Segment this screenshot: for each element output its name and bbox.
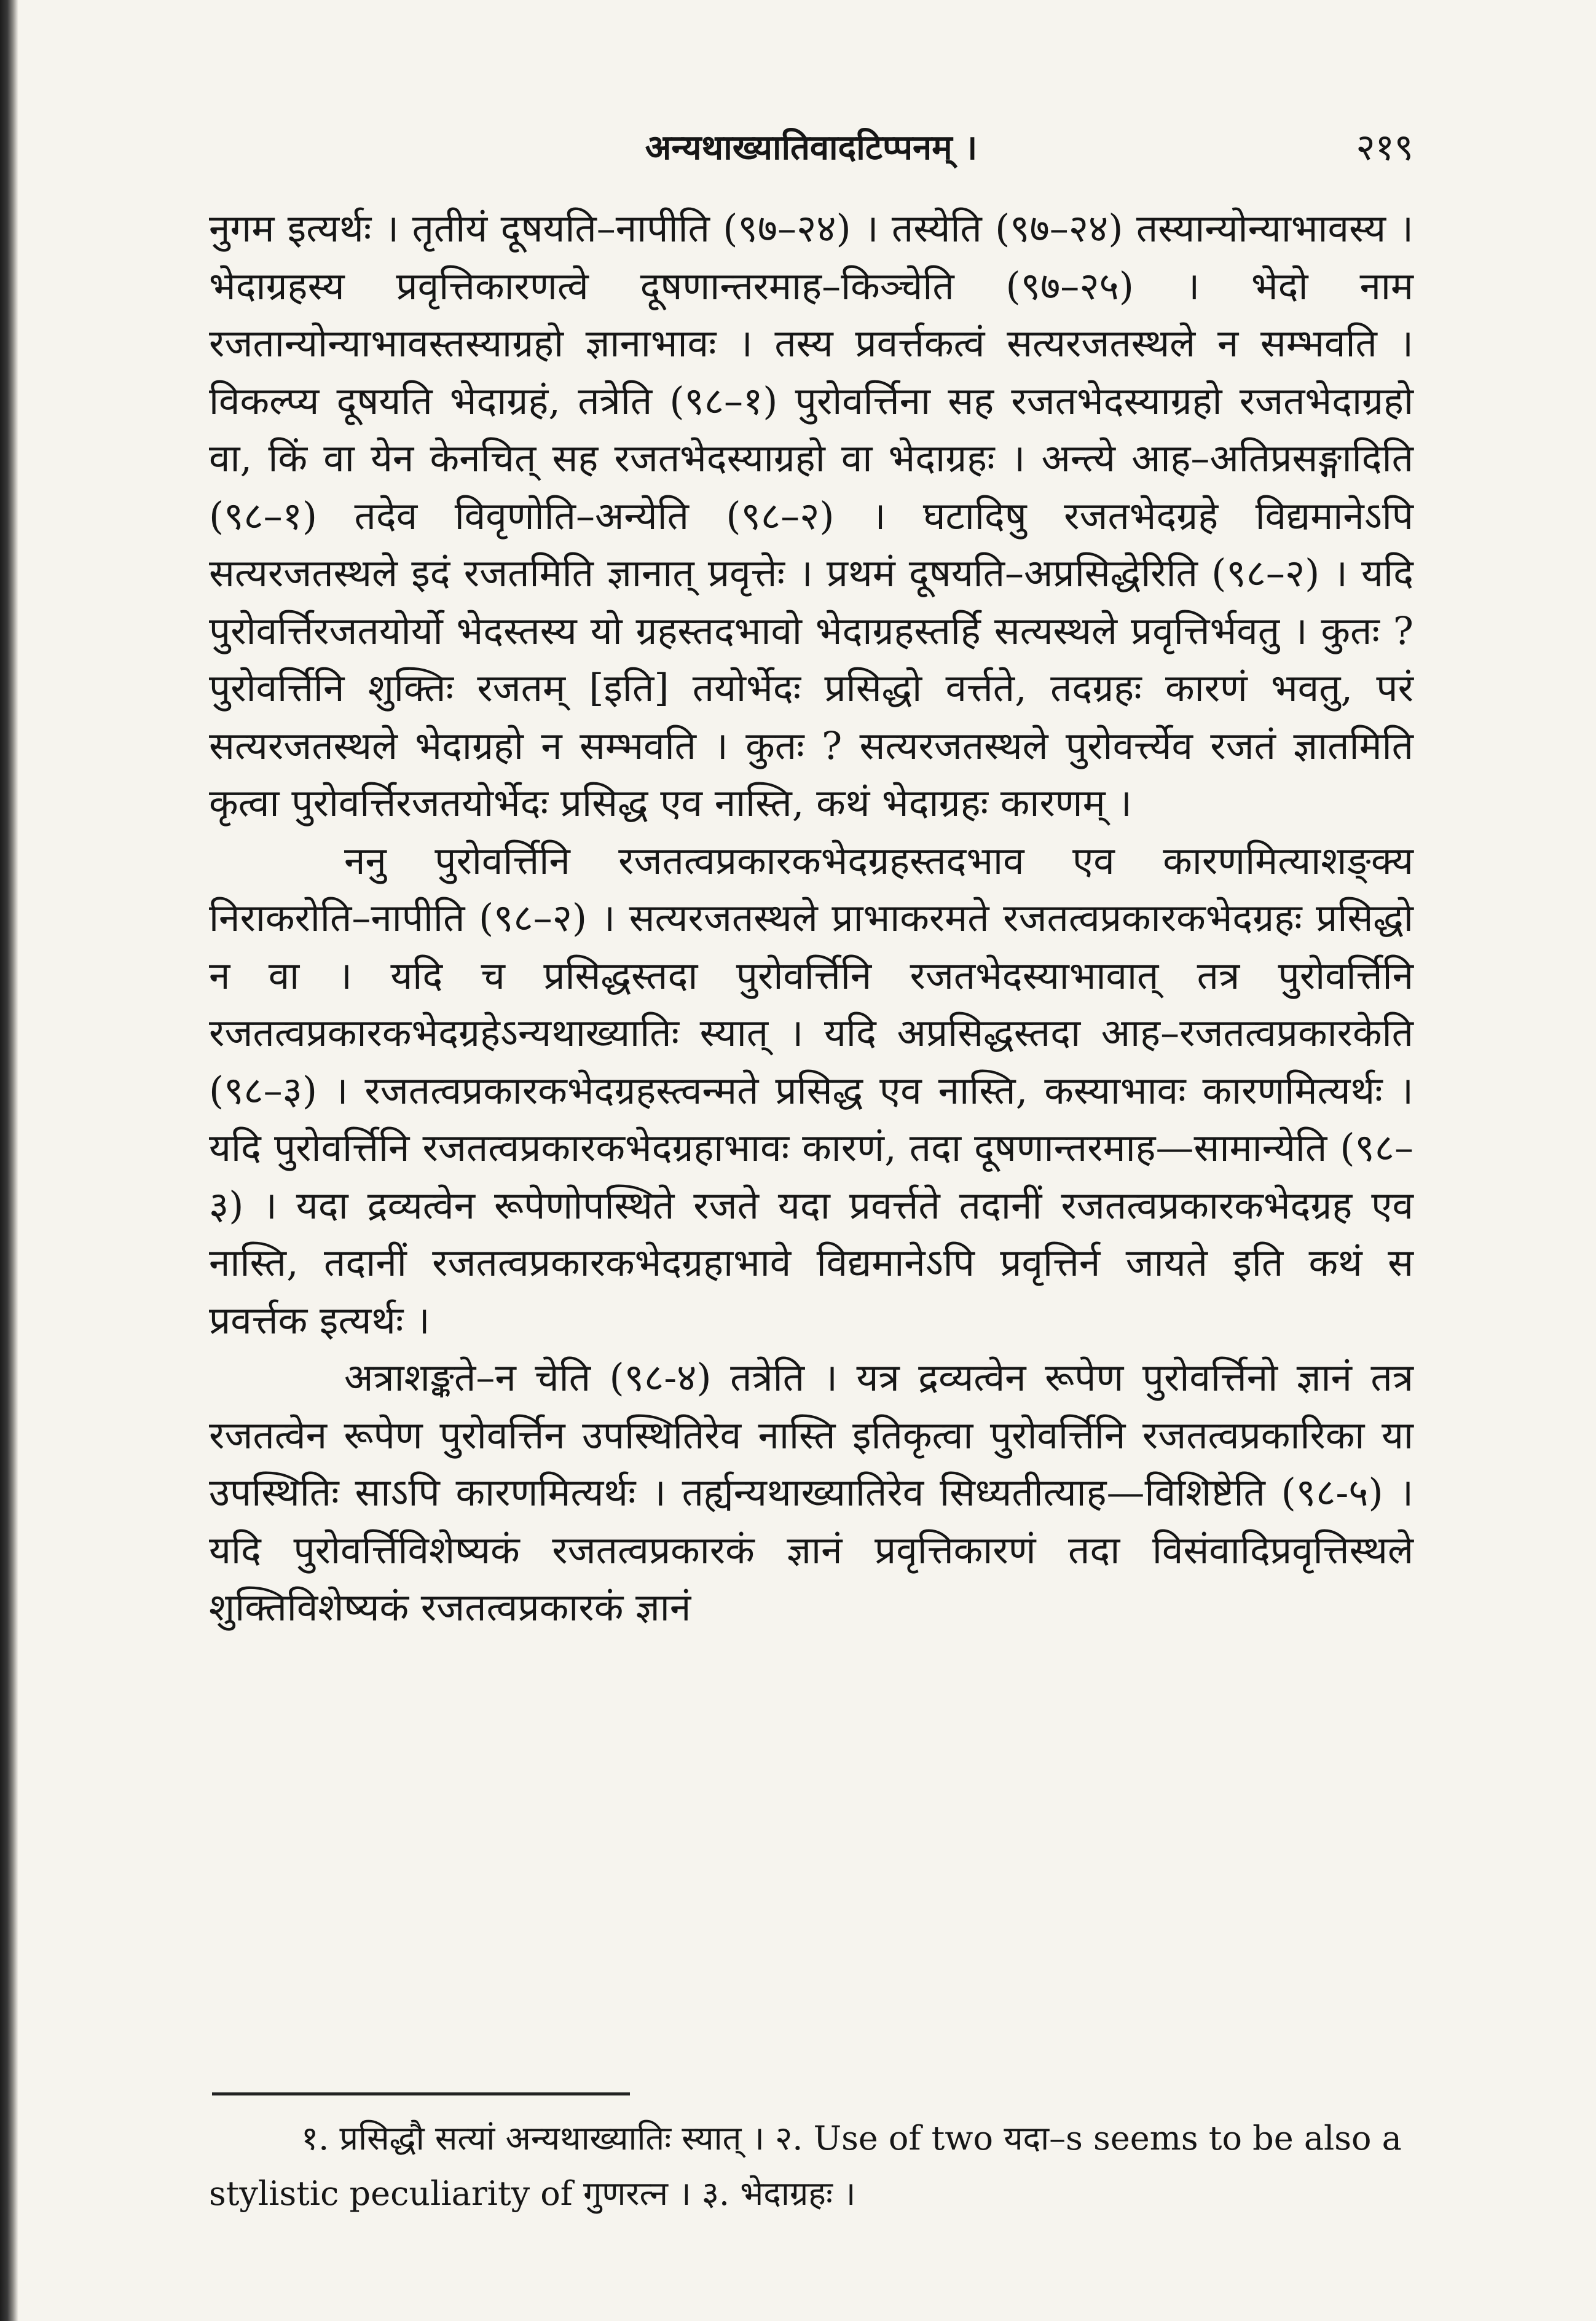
footnote-rule <box>212 2092 630 2095</box>
page-header <box>209 123 1413 172</box>
page-number: २१९ <box>1356 126 1413 169</box>
paragraph-1: नुगम इत्यर्थः । तृतीयं दूषयति–नापीति (९७–२४) । तस्येति (९७–२४) तस्यान्योन्याभावस्य । भेदाग्रहस्य प्रवृत्तिकारणत्वे दूषणान्तरमाह–किञ्चेति (९७–२५) । भेदो नाम रजतान्योन्याभावस्तस्याग्रहो ज्ञानाभावः । तस्य प्रवर्त्तकत्वं सत्यरजतस्थले न सम्भवति । विकल्प्य दूषयति भेदाग्रहं, तत्रेति (९८–१) पुरोवर्त्तिना सह रजतभेदस्याग्रहो रजतभेदाग्रहो वा, किं वा येन केनचित् सह रजतभेदस्याग्रहो वा भेदाग्रहः । अन्त्ये आह–अतिप्रसङ्गादिति (९८–१) तदेव विवृणोति–अन्येति (९८–२) । घटादिषु रजतभेदग्रहे विद्यमानेऽपि सत्यरजतस्थले इदं रजतमिति ज्ञानात् प्रवृत्तेः । प्रथमं दूषयति–अप्रसिद्धेरिति (९८–२) । यदि पुरोवर्त्तिरजतयोर्यो भेदस्तस्य यो ग्रहस्तदभावो भेदाग्रहस्तर्हि सत्यस्थले प्रवृत्तिर्भवतु । कुतः ? पुरोवर्त्तिनि शुक्तिः रजतम् [इति] तयोर्भेदः प्रसिद्धो वर्त्तते, तदग्रहः कारणं भवतु, परं सत्यरजतस्थले भेदाग्रहो न सम्भवति । कुतः ? सत्यरजतस्थले पुरोवर्त्त्येव रजतं ज्ञातमिति कृत्वा पुरोवर्त्तिरजतयोर्भेदः प्रसिद्ध एव नास्ति, कथं भेदाग्रहः कारणम् । <box>209 206 1414 825</box>
paragraph-3: अत्राशङ्कते–न चेति (९८-४) तत्रेति । यत्र द्रव्यत्वेन रूपेण पुरोवर्त्तिनो ज्ञानं तत्र रजतत्वेन रूपेण पुरोवर्त्तिन उपस्थितिरेव नास्ति इतिकृत्वा पुरोवर्त्तिनि रजतत्वप्रकारिका या उपस्थितिः साऽपि कारणमित्यर्थः । तर्ह्यन्यथाख्यातिरेव सिध्यतीत्याह—विशिष्टेति (९८-५) । यदि पुरोवर्त्तिविशेष्यकं रजतत्वप्रकारकं ज्ञानं प्रवृत्तिकारणं तदा विसंवादिप्रवृत्तिस्थले शुक्तिविशेष्यकं रजतत्वप्रकारकं ज्ञानं <box>209 1355 1413 1630</box>
running-title: अन्यथाख्यातिवादटिप्पनम् । <box>645 127 978 168</box>
main-text <box>209 200 1413 1636</box>
footnotes: १. प्रसिद्धौ सत्यां अन्यथाख्यातिः स्यात् । २. Use of two यदा–s seems to be also a stylistic peculiarity of गुणरत्न । ३. भेदाग्रहः । <box>209 2119 1402 2213</box>
paragraph-2: ननु पुरोवर्त्तिनि रजतत्वप्रकारकभेदग्रहस्तदभाव एव कारणमित्याशङ्क्य निराकरोति–नापीति (९८–२) । सत्यरजतस्थले प्राभाकरमते रजतत्वप्रकारकभेदग्रहः प्रसिद्धो न वा । यदि च प्रसिद्धस्तदा पुरोवर्त्तिनि रजतभेदस्याभावात् तत्र पुरोवर्त्तिनि रजतत्वप्रकारकभेदग्रहेऽन्यथाख्यातिः स्यात् । यदि अप्रसिद्धस्तदा आह–रजतत्वप्रकारकेति (९८–३) । रजतत्वप्रकारकभेदग्रहस्त्वन्मते प्रसिद्ध एव नास्ति, कस्याभावः कारणमित्यर्थः । यदि पुरोवर्त्तिनि रजतत्वप्रकारकभेदग्रहाभावः कारणं, तदा दूषणान्तरमाह—सामान्येति (९८–३) । यदा द्रव्यत्वेन रूपेणोपस्थिते रजते यदा प्रवर्त्तते तदानीं रजतत्वप्रकारकभेदग्रह एव नास्ति, तदानीं रजतत्वप्रकारकभेदग्रहाभावे विद्यमानेऽपि प्रवृत्तिर्न जायते इति कथं स प्रवर्त्तक इत्यर्थः । <box>209 838 1413 1343</box>
page-edge-shadow <box>0 0 18 2321</box>
